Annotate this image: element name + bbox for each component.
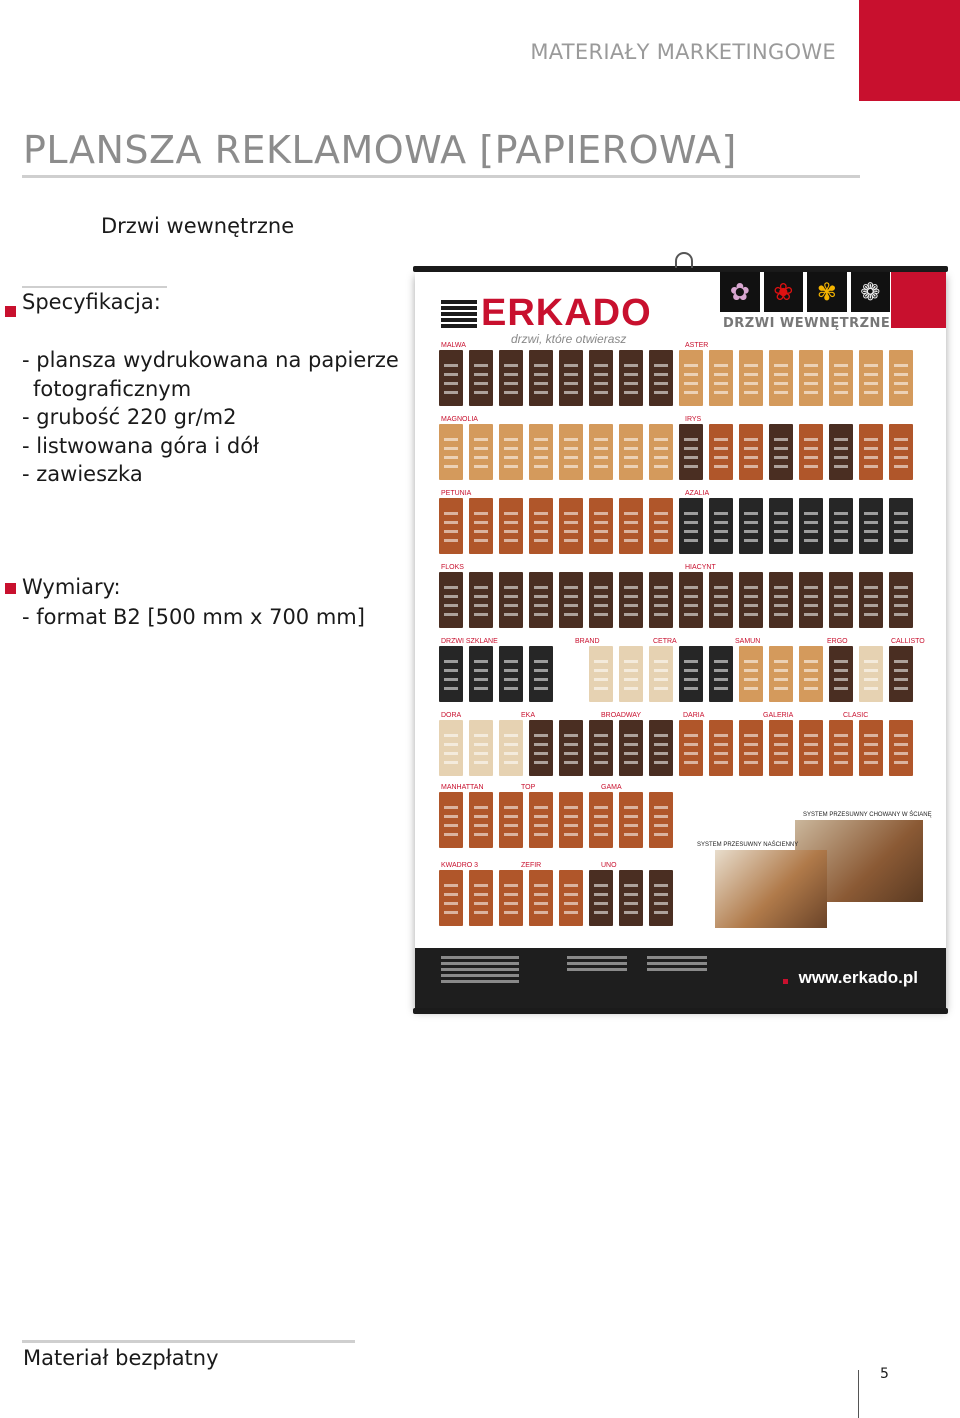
series-label: UNO bbox=[601, 862, 617, 869]
page-subtitle: Drzwi wewnętrzne bbox=[101, 214, 295, 238]
door-thumbnail bbox=[769, 424, 793, 480]
poster-category: DRZWI WEWNĘTRZNE bbox=[723, 316, 891, 331]
door-thumbnail bbox=[589, 424, 613, 480]
door-thumbnail bbox=[469, 424, 493, 480]
poster-red-block bbox=[891, 272, 946, 328]
series-label: ASTER bbox=[685, 342, 709, 349]
series-label: EKA bbox=[521, 712, 536, 719]
logo-wordmark: ERKADO bbox=[481, 292, 652, 334]
series-label: DORA bbox=[441, 712, 462, 719]
door-thumbnail bbox=[619, 424, 643, 480]
door-thumbnail bbox=[649, 720, 673, 776]
door-thumbnail bbox=[529, 498, 553, 554]
door-thumbnail bbox=[769, 350, 793, 406]
series-label: GAMA bbox=[601, 784, 622, 791]
door-thumbnail bbox=[529, 792, 553, 848]
door-thumbnail bbox=[619, 572, 643, 628]
series-label: TOP bbox=[521, 784, 536, 791]
door-thumbnail bbox=[649, 646, 673, 702]
door-thumbnail bbox=[709, 498, 733, 554]
series-label: CLASIC bbox=[843, 712, 869, 719]
door-thumbnail bbox=[439, 792, 463, 848]
flower-icon: ❁ bbox=[851, 272, 891, 312]
door-thumbnail bbox=[499, 350, 523, 406]
door-thumbnail bbox=[589, 792, 613, 848]
logo-stripes-icon bbox=[441, 300, 477, 330]
spec-item: - plansza wydrukowana na papierze bbox=[22, 348, 399, 372]
page-number: 5 bbox=[880, 1366, 889, 1382]
door-thumbnail bbox=[589, 350, 613, 406]
series-label: SAMUN bbox=[735, 638, 761, 645]
door-thumbnail bbox=[439, 498, 463, 554]
spec-item: fotograficznym bbox=[33, 376, 192, 401]
door-thumbnail bbox=[619, 792, 643, 848]
door-thumbnail bbox=[769, 498, 793, 554]
corner-accent-block bbox=[859, 0, 960, 101]
door-thumbnail bbox=[499, 720, 523, 776]
dimensions-list bbox=[22, 603, 365, 631]
spec-item: - grubość 220 gr/m2 bbox=[22, 405, 237, 429]
door-thumbnail bbox=[829, 498, 853, 554]
door-thumbnail bbox=[649, 792, 673, 848]
door-row bbox=[439, 424, 913, 480]
series-label: ZEFIR bbox=[521, 862, 542, 869]
door-thumbnail bbox=[619, 498, 643, 554]
door-thumbnail bbox=[589, 870, 613, 926]
door-thumbnail bbox=[889, 572, 913, 628]
series-label: AZALIA bbox=[685, 490, 710, 497]
dimensions-heading: Wymiary: bbox=[22, 575, 121, 599]
door-thumbnail bbox=[559, 572, 583, 628]
spec-divider bbox=[22, 286, 167, 288]
page-title: PLANSZA REKLAMOWA [PAPIEROWA] bbox=[23, 128, 737, 172]
door-thumbnail bbox=[529, 572, 553, 628]
spec-item: - zawieszka bbox=[22, 462, 143, 486]
door-thumbnail bbox=[889, 498, 913, 554]
door-thumbnail bbox=[529, 646, 553, 702]
door-thumbnail bbox=[859, 350, 883, 406]
door-thumbnail bbox=[589, 498, 613, 554]
door-thumbnail bbox=[799, 424, 823, 480]
hanger-hook-icon bbox=[675, 252, 693, 268]
door-row bbox=[439, 792, 673, 848]
door-thumbnail bbox=[499, 572, 523, 628]
door-thumbnail bbox=[649, 350, 673, 406]
poster-sheet bbox=[415, 272, 946, 1008]
series-label: FLOKS bbox=[441, 564, 464, 571]
series-label: IRYS bbox=[685, 416, 702, 423]
photo-caption: SYSTEM PRZESUWNY CHOWANY W ŚCIANĘ bbox=[803, 812, 932, 818]
door-thumbnail bbox=[739, 424, 763, 480]
door-thumbnail bbox=[679, 720, 703, 776]
poster-bottom-rail bbox=[413, 1008, 948, 1014]
poster-contact-text bbox=[441, 956, 519, 983]
logo-tagline: drzwi, które otwierasz bbox=[511, 332, 627, 346]
door-thumbnail bbox=[799, 350, 823, 406]
door-thumbnail bbox=[709, 646, 733, 702]
bullet-square-icon bbox=[5, 583, 16, 594]
door-thumbnail bbox=[829, 424, 853, 480]
interior-photo bbox=[715, 850, 827, 928]
door-spacer bbox=[559, 646, 583, 702]
door-thumbnail bbox=[889, 350, 913, 406]
series-label: BROADWAY bbox=[601, 712, 642, 719]
door-thumbnail bbox=[499, 498, 523, 554]
door-thumbnail bbox=[799, 720, 823, 776]
poster-contact-text bbox=[647, 956, 707, 971]
door-row bbox=[439, 720, 913, 776]
door-thumbnail bbox=[619, 350, 643, 406]
flower-icon: ❀ bbox=[764, 272, 804, 312]
series-label: PETUNIA bbox=[441, 490, 472, 497]
door-thumbnail bbox=[679, 350, 703, 406]
door-thumbnail bbox=[829, 720, 853, 776]
door-thumbnail bbox=[499, 646, 523, 702]
door-thumbnail bbox=[709, 572, 733, 628]
door-row bbox=[439, 646, 913, 702]
door-thumbnail bbox=[799, 646, 823, 702]
door-thumbnail bbox=[559, 498, 583, 554]
door-thumbnail bbox=[469, 646, 493, 702]
door-thumbnail bbox=[529, 720, 553, 776]
series-label: HIACYNT bbox=[685, 564, 716, 571]
door-thumbnail bbox=[799, 498, 823, 554]
flower-icon: ✾ bbox=[807, 272, 847, 312]
series-label: CALLISTO bbox=[891, 638, 925, 645]
photo-caption: SYSTEM PRZESUWNY NAŚCIENNY bbox=[697, 842, 799, 848]
poster-footer bbox=[415, 948, 946, 1008]
door-thumbnail bbox=[829, 646, 853, 702]
door-thumbnail bbox=[439, 870, 463, 926]
door-thumbnail bbox=[709, 720, 733, 776]
door-thumbnail bbox=[769, 572, 793, 628]
door-thumbnail bbox=[859, 498, 883, 554]
door-thumbnail bbox=[829, 350, 853, 406]
dimension-item: - format B2 [500 mm x 700 mm] bbox=[22, 605, 365, 629]
door-thumbnail bbox=[439, 350, 463, 406]
door-thumbnail bbox=[469, 572, 493, 628]
door-thumbnail bbox=[769, 646, 793, 702]
door-row bbox=[439, 572, 913, 628]
door-thumbnail bbox=[799, 572, 823, 628]
door-thumbnail bbox=[709, 424, 733, 480]
door-thumbnail bbox=[889, 646, 913, 702]
page-number-divider bbox=[858, 1370, 859, 1418]
series-label: BRAND bbox=[575, 638, 600, 645]
door-thumbnail bbox=[529, 870, 553, 926]
series-label: ERGO bbox=[827, 638, 848, 645]
door-thumbnail bbox=[739, 720, 763, 776]
door-thumbnail bbox=[589, 572, 613, 628]
series-label: MANHATTAN bbox=[441, 784, 484, 791]
door-thumbnail bbox=[469, 720, 493, 776]
poster-contact-text bbox=[567, 956, 627, 971]
footer-divider bbox=[22, 1340, 355, 1343]
door-thumbnail bbox=[739, 646, 763, 702]
door-thumbnail bbox=[739, 572, 763, 628]
spec-list bbox=[22, 346, 399, 489]
door-thumbnail bbox=[499, 424, 523, 480]
door-thumbnail bbox=[649, 870, 673, 926]
poster-image bbox=[413, 258, 948, 1020]
bullet-square-icon bbox=[5, 306, 16, 317]
flower-icon: ✿ bbox=[720, 272, 760, 312]
door-thumbnail bbox=[469, 498, 493, 554]
section-label: MATERIAŁY MARKETINGOWE bbox=[530, 40, 836, 64]
door-thumbnail bbox=[469, 870, 493, 926]
door-thumbnail bbox=[649, 572, 673, 628]
door-thumbnail bbox=[469, 350, 493, 406]
door-thumbnail bbox=[559, 720, 583, 776]
door-thumbnail bbox=[649, 498, 673, 554]
door-thumbnail bbox=[559, 424, 583, 480]
door-thumbnail bbox=[859, 646, 883, 702]
door-thumbnail bbox=[859, 424, 883, 480]
door-thumbnail bbox=[829, 572, 853, 628]
title-divider bbox=[22, 175, 860, 178]
door-thumbnail bbox=[529, 424, 553, 480]
door-thumbnail bbox=[499, 870, 523, 926]
door-thumbnail bbox=[679, 498, 703, 554]
door-thumbnail bbox=[889, 720, 913, 776]
door-thumbnail bbox=[679, 424, 703, 480]
door-thumbnail bbox=[439, 424, 463, 480]
door-thumbnail bbox=[529, 350, 553, 406]
door-thumbnail bbox=[679, 646, 703, 702]
door-thumbnail bbox=[499, 792, 523, 848]
series-label: CETRA bbox=[653, 638, 677, 645]
series-label: MAGNOLIA bbox=[441, 416, 478, 423]
series-label: GALERIA bbox=[763, 712, 794, 719]
door-thumbnail bbox=[679, 572, 703, 628]
spec-heading: Specyfikacja: bbox=[22, 290, 161, 314]
door-thumbnail bbox=[589, 646, 613, 702]
door-thumbnail bbox=[559, 870, 583, 926]
door-row bbox=[439, 498, 913, 554]
free-material-note: Materiał bezpłatny bbox=[23, 1346, 219, 1370]
door-thumbnail bbox=[889, 424, 913, 480]
door-thumbnail bbox=[559, 792, 583, 848]
door-row bbox=[439, 870, 673, 926]
door-thumbnail bbox=[709, 350, 733, 406]
series-label: MALWA bbox=[441, 342, 466, 349]
flower-photos bbox=[720, 272, 890, 312]
door-thumbnail bbox=[619, 870, 643, 926]
door-row bbox=[439, 350, 913, 406]
door-thumbnail bbox=[469, 792, 493, 848]
series-label: DRZWI SZKLANE bbox=[441, 638, 498, 645]
url-bullet-icon bbox=[783, 979, 788, 984]
door-thumbnail bbox=[559, 350, 583, 406]
door-thumbnail bbox=[859, 572, 883, 628]
spec-item: - listwowana góra i dół bbox=[22, 433, 260, 458]
door-thumbnail bbox=[649, 424, 673, 480]
door-thumbnail bbox=[439, 572, 463, 628]
door-thumbnail bbox=[619, 646, 643, 702]
door-thumbnail bbox=[439, 646, 463, 702]
door-thumbnail bbox=[739, 498, 763, 554]
door-thumbnail bbox=[589, 720, 613, 776]
door-thumbnail bbox=[769, 720, 793, 776]
door-thumbnail bbox=[739, 350, 763, 406]
series-label: DARIA bbox=[683, 712, 705, 719]
door-thumbnail bbox=[439, 720, 463, 776]
poster-url: www.erkado.pl bbox=[798, 968, 918, 987]
door-thumbnail bbox=[859, 720, 883, 776]
door-thumbnail bbox=[619, 720, 643, 776]
series-label: KWADRO 3 bbox=[441, 862, 479, 869]
